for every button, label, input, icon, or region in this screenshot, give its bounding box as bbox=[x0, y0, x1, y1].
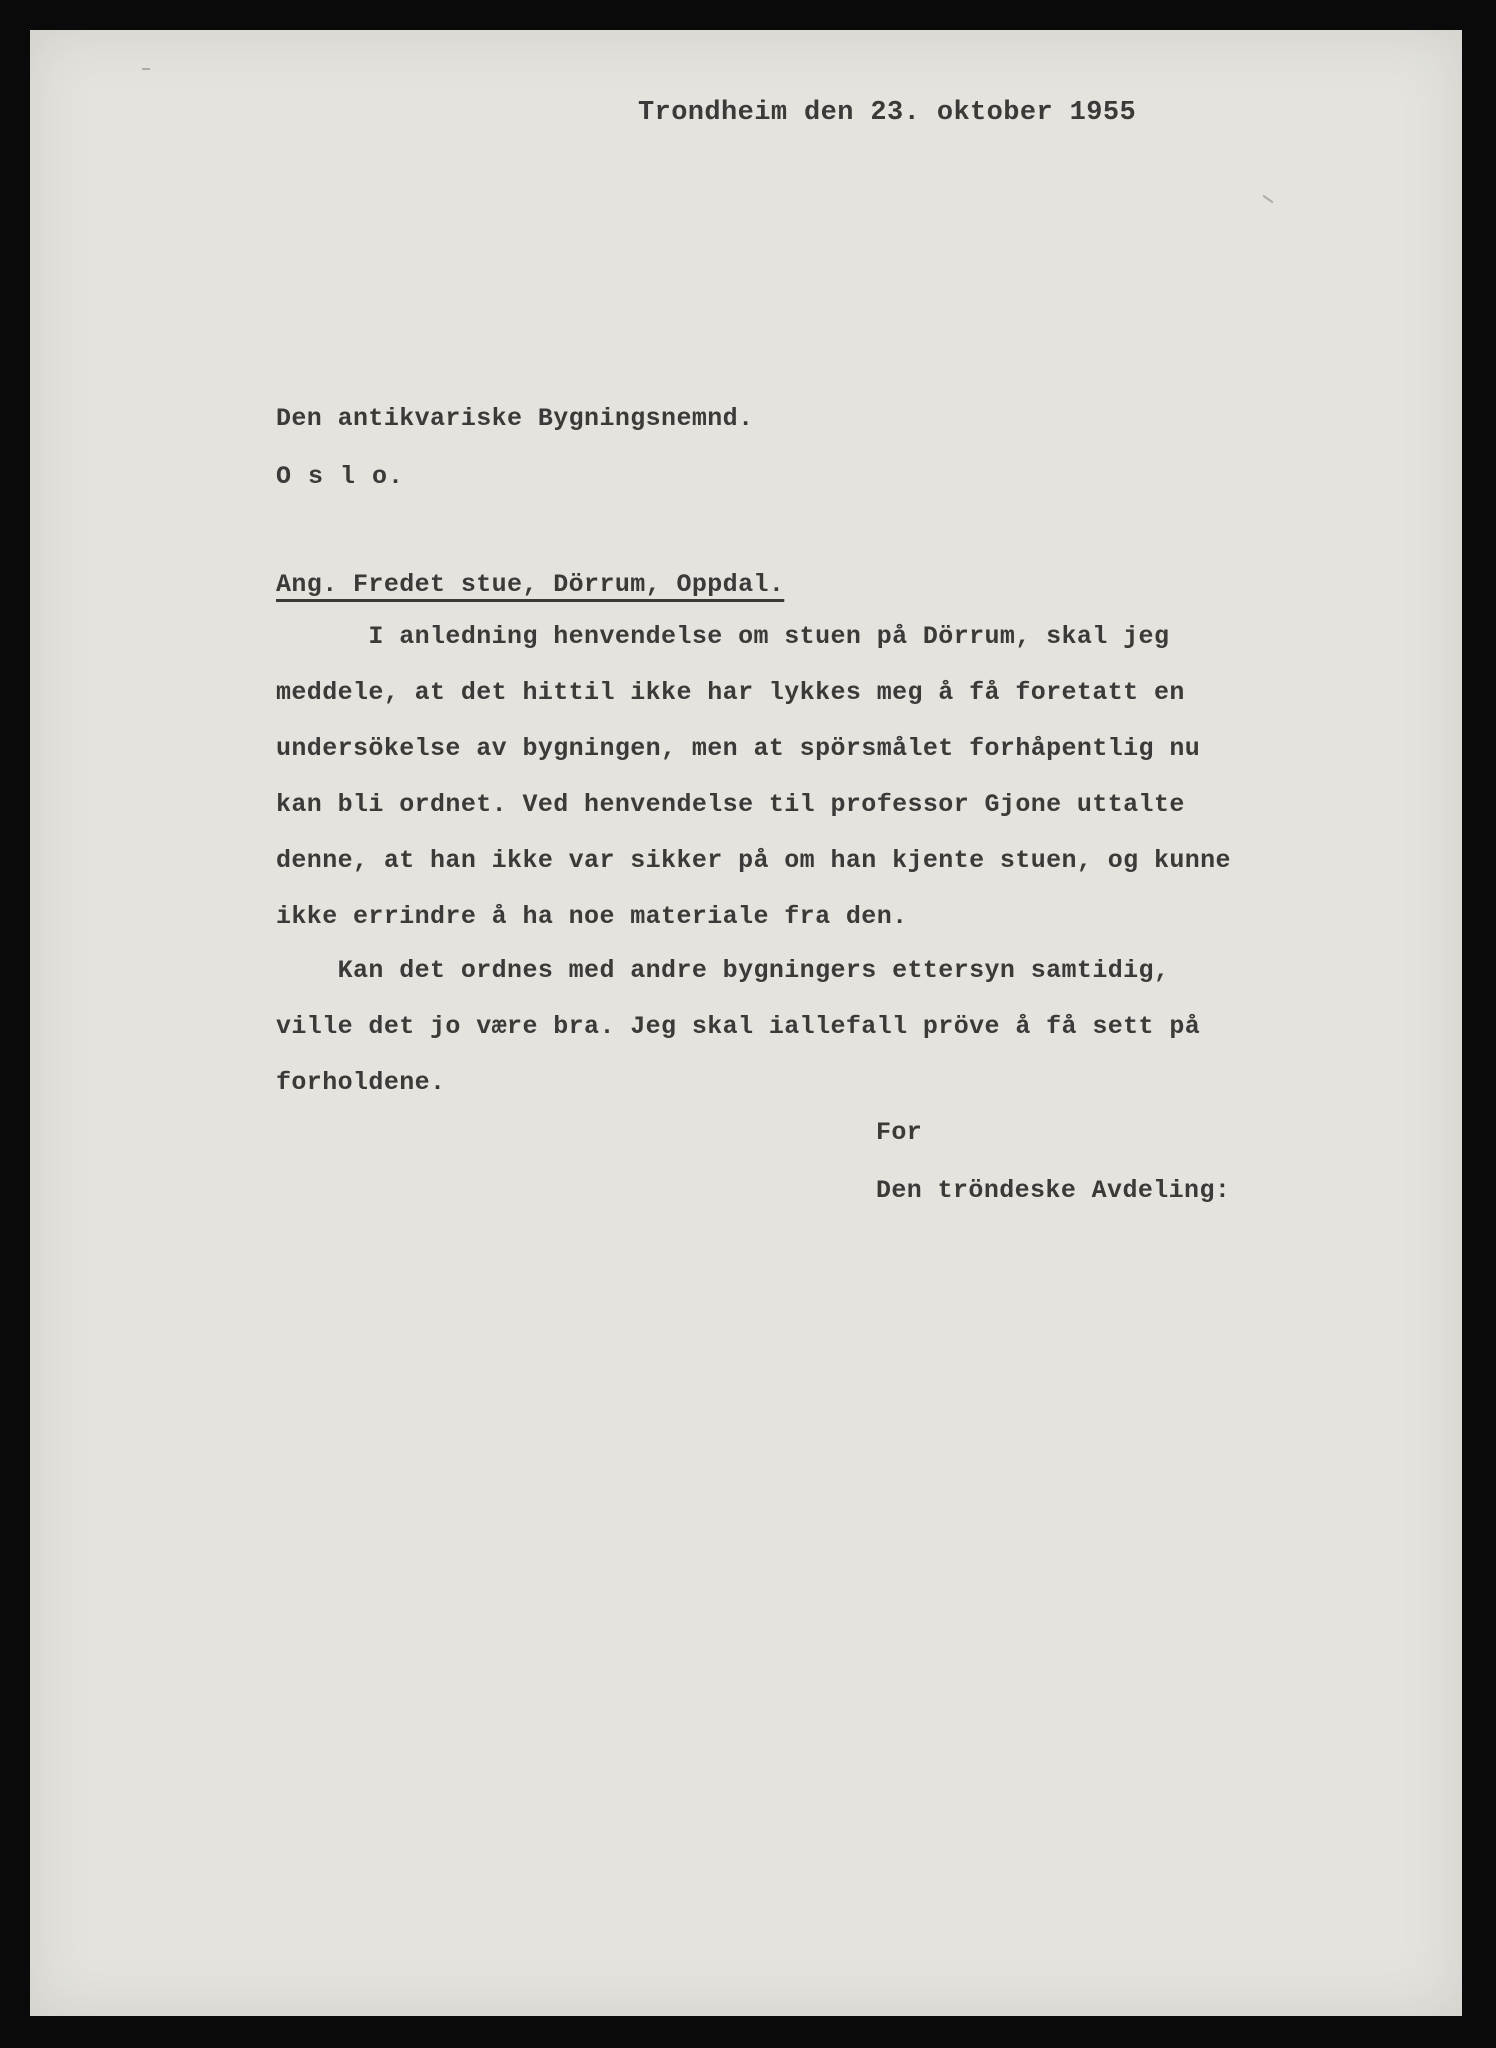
body-line: meddele, at det hittil ikke har lykkes meg å få foretatt en bbox=[276, 678, 1185, 707]
letter-subject: Ang. Fredet stue, Dörrum, Oppdal. bbox=[276, 570, 785, 599]
paper-mark bbox=[1263, 195, 1274, 204]
body-line: denne, at han ikke var sikker på om han kjente stuen, og kunne bbox=[276, 846, 1231, 875]
body-line: kan bli ordnet. Ved henvendelse til professor Gjone uttalte bbox=[276, 790, 1185, 819]
body-line: I anledning henvendelse om stuen på Dörrum, skal jeg bbox=[276, 622, 1170, 651]
letter-date: Trondheim den 23. oktober 1955 bbox=[638, 98, 1137, 128]
paper-mark bbox=[142, 68, 150, 70]
closing-organization: Den tröndeske Avdeling: bbox=[876, 1176, 1231, 1205]
body-line: forholdene. bbox=[276, 1068, 446, 1097]
body-line: ikke errindre å ha noe materiale fra den. bbox=[276, 902, 908, 931]
body-line: ville det jo være bra. Jeg skal iallefall pröve å få sett på bbox=[276, 1012, 1201, 1041]
closing-for: For bbox=[876, 1118, 923, 1147]
recipient-city: O s l o. bbox=[276, 462, 405, 491]
body-line: undersökelse av bygningen, men at spörsmålet forhåpentlig nu bbox=[276, 734, 1201, 763]
recipient-name: Den antikvariske Bygningsnemnd. bbox=[276, 404, 754, 433]
body-line: Kan det ordnes med andre bygningers ettersyn samtidig, bbox=[276, 956, 1170, 985]
